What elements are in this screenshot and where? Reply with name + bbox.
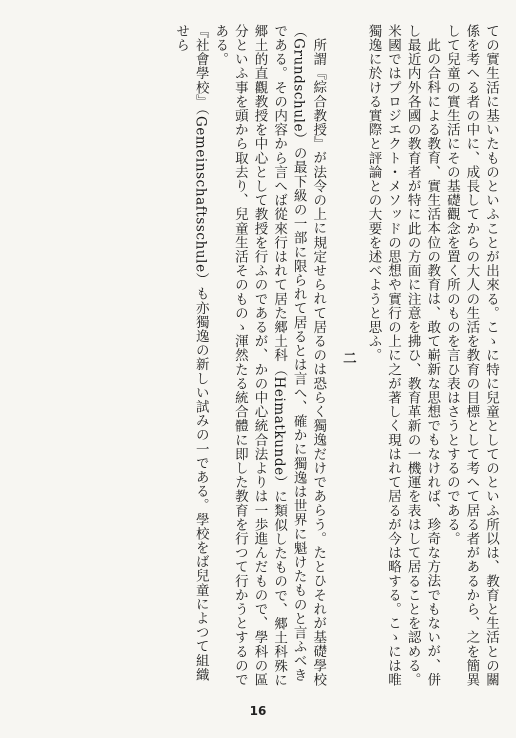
vertical-text-body	[10, 24, 500, 692]
paragraph-last: 『社會學校』（Gemeinschaftsschule）も亦獨逸の新しい試みの一である。學校をば兒童によつて組織せら	[173, 24, 209, 682]
paragraph: 此の合科による教育、實生活本位の教育は、敢て嶄新な思想でもなければ、珍奇な方法でもないが、併し最近内外各國の教育者が特に此の方面に注意を拂ひ、教育革新の一機運を表はして居ることを認める。米國ではプロジエクト・メソッドの思想や實行の上に之が著しく現はれて居るが今は略する。こゝには唯獨逸に於ける實際と評論との大要を述べようと思ふ。	[365, 24, 441, 687]
page-number: 16	[249, 704, 267, 718]
section-number: 二	[339, 351, 356, 365]
paragraph-continued: ての實生活に基いたものといふことが出來る。こゝに特に兒童としてのといふ所以は、教育と生活との關係を考へる者の中に、成長してからの大人の生活を教育の目標として考へて居る者があるから、之を簡異して兒童の實生活にその基礎觀念を置く所のものを言ひ表はさうとするのである。	[443, 24, 499, 687]
paragraph: 所謂『綜合教授』が法令の上に規定せられて居るのは恐らく獨逸だけであらう。たとひそれが基礎學校（Grundschule）の最下級の一部に限られて居るとは言へ、確かに獨逸は世界に魁けたものと言ふべきである。その内容から言へば從來行はれて居た郷土科（Heimatkunde）に類似したもので、郷土科殊に郷土的直觀教授を中心として教授を行ふのであるが、かの中心統合法よりは一歩進んだもので、學科の區分といふ事を頭から取去り、兒童生活そのものゝ渾然たる統合體に即した教育を行つて行かうとするのである。	[212, 24, 327, 688]
